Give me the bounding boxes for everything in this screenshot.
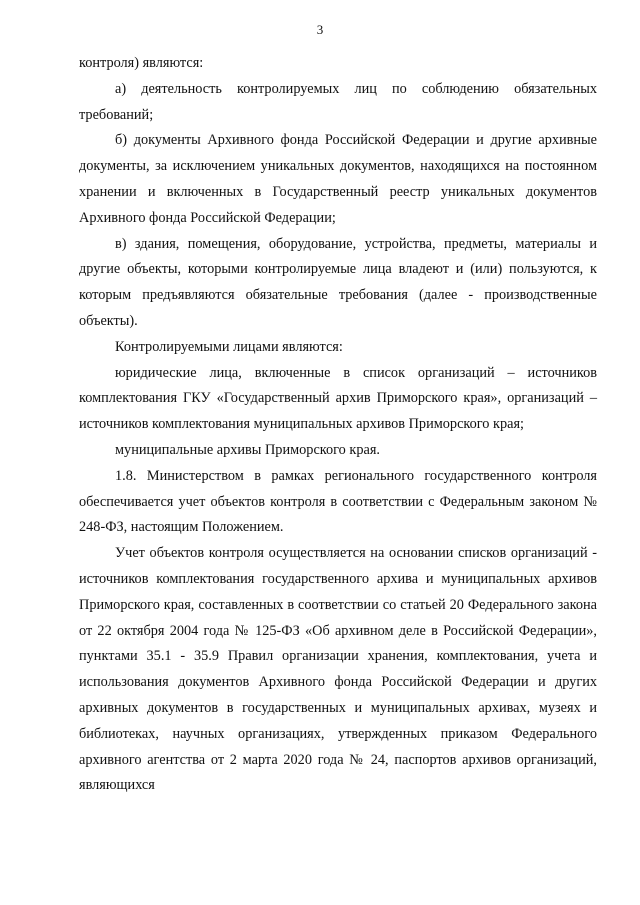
paragraph-item-v: в) здания, помещения, оборудование, устройства, предметы, материалы и другие объекты, которыми контролируемые лица владеют и (или) пользуются, к которым предъявляются обязательные требования (далее - производственные объекты). bbox=[79, 235, 597, 329]
paragraph-section-1-8: 1.8. Министерством в рамках регионального государственного контроля обеспечивается учет объектов контроля в соответствии с Федеральным законом № 248-ФЗ, настоящим Положением. bbox=[79, 467, 597, 536]
page-number: 3 bbox=[316, 22, 324, 37]
paragraph-legal-entities: юридические лица, включенные в список организаций – источников комплектования ГКУ «Государственный архив Приморского края», организаций – источников комплектования муниципальных архивов Приморского края; bbox=[79, 364, 597, 433]
paragraph-item-b: б) документы Архивного фонда Российской Федерации и другие архивные документы, за исключением уникальных документов, находящихся на постоянном хранении и включенных в Государственный реестр уникальных документов Архивного фонда Российской Федерации; bbox=[79, 132, 597, 226]
paragraph-controlled-persons-heading: Контролируемыми лицами являются: bbox=[115, 338, 343, 355]
paragraph-municipal-archives: муниципальные архивы Приморского края. bbox=[115, 441, 380, 458]
paragraph-item-a: а) деятельность контролируемых лиц по соблюдению обязательных требований; bbox=[79, 80, 597, 123]
paragraph-continuation: контроля) являются: bbox=[79, 55, 204, 71]
document-body bbox=[79, 51, 597, 799]
paragraph-accounting-basis: Учет объектов контроля осуществляется на основании списков организаций - источников комплектования государственного архива и муниципальных архивов Приморского края, составленных в соответствии со статьей 20 Федерального закона от 22 октября 2004 года № 125-ФЗ «Об архивном деле в Российской Федерации», пунктами 35.1 - 35.9 Правил организации хранения, комплектования, учета и использования документов Архивного фонда Российской Федерации и других архивных документов в государственных и муниципальных архивах, музеях и библиотеках, научных организациях, утвержденных приказом Федерального архивного агентства от 2 марта 2020 года № 24, паспортов архивов организаций, являющихся bbox=[79, 545, 597, 794]
